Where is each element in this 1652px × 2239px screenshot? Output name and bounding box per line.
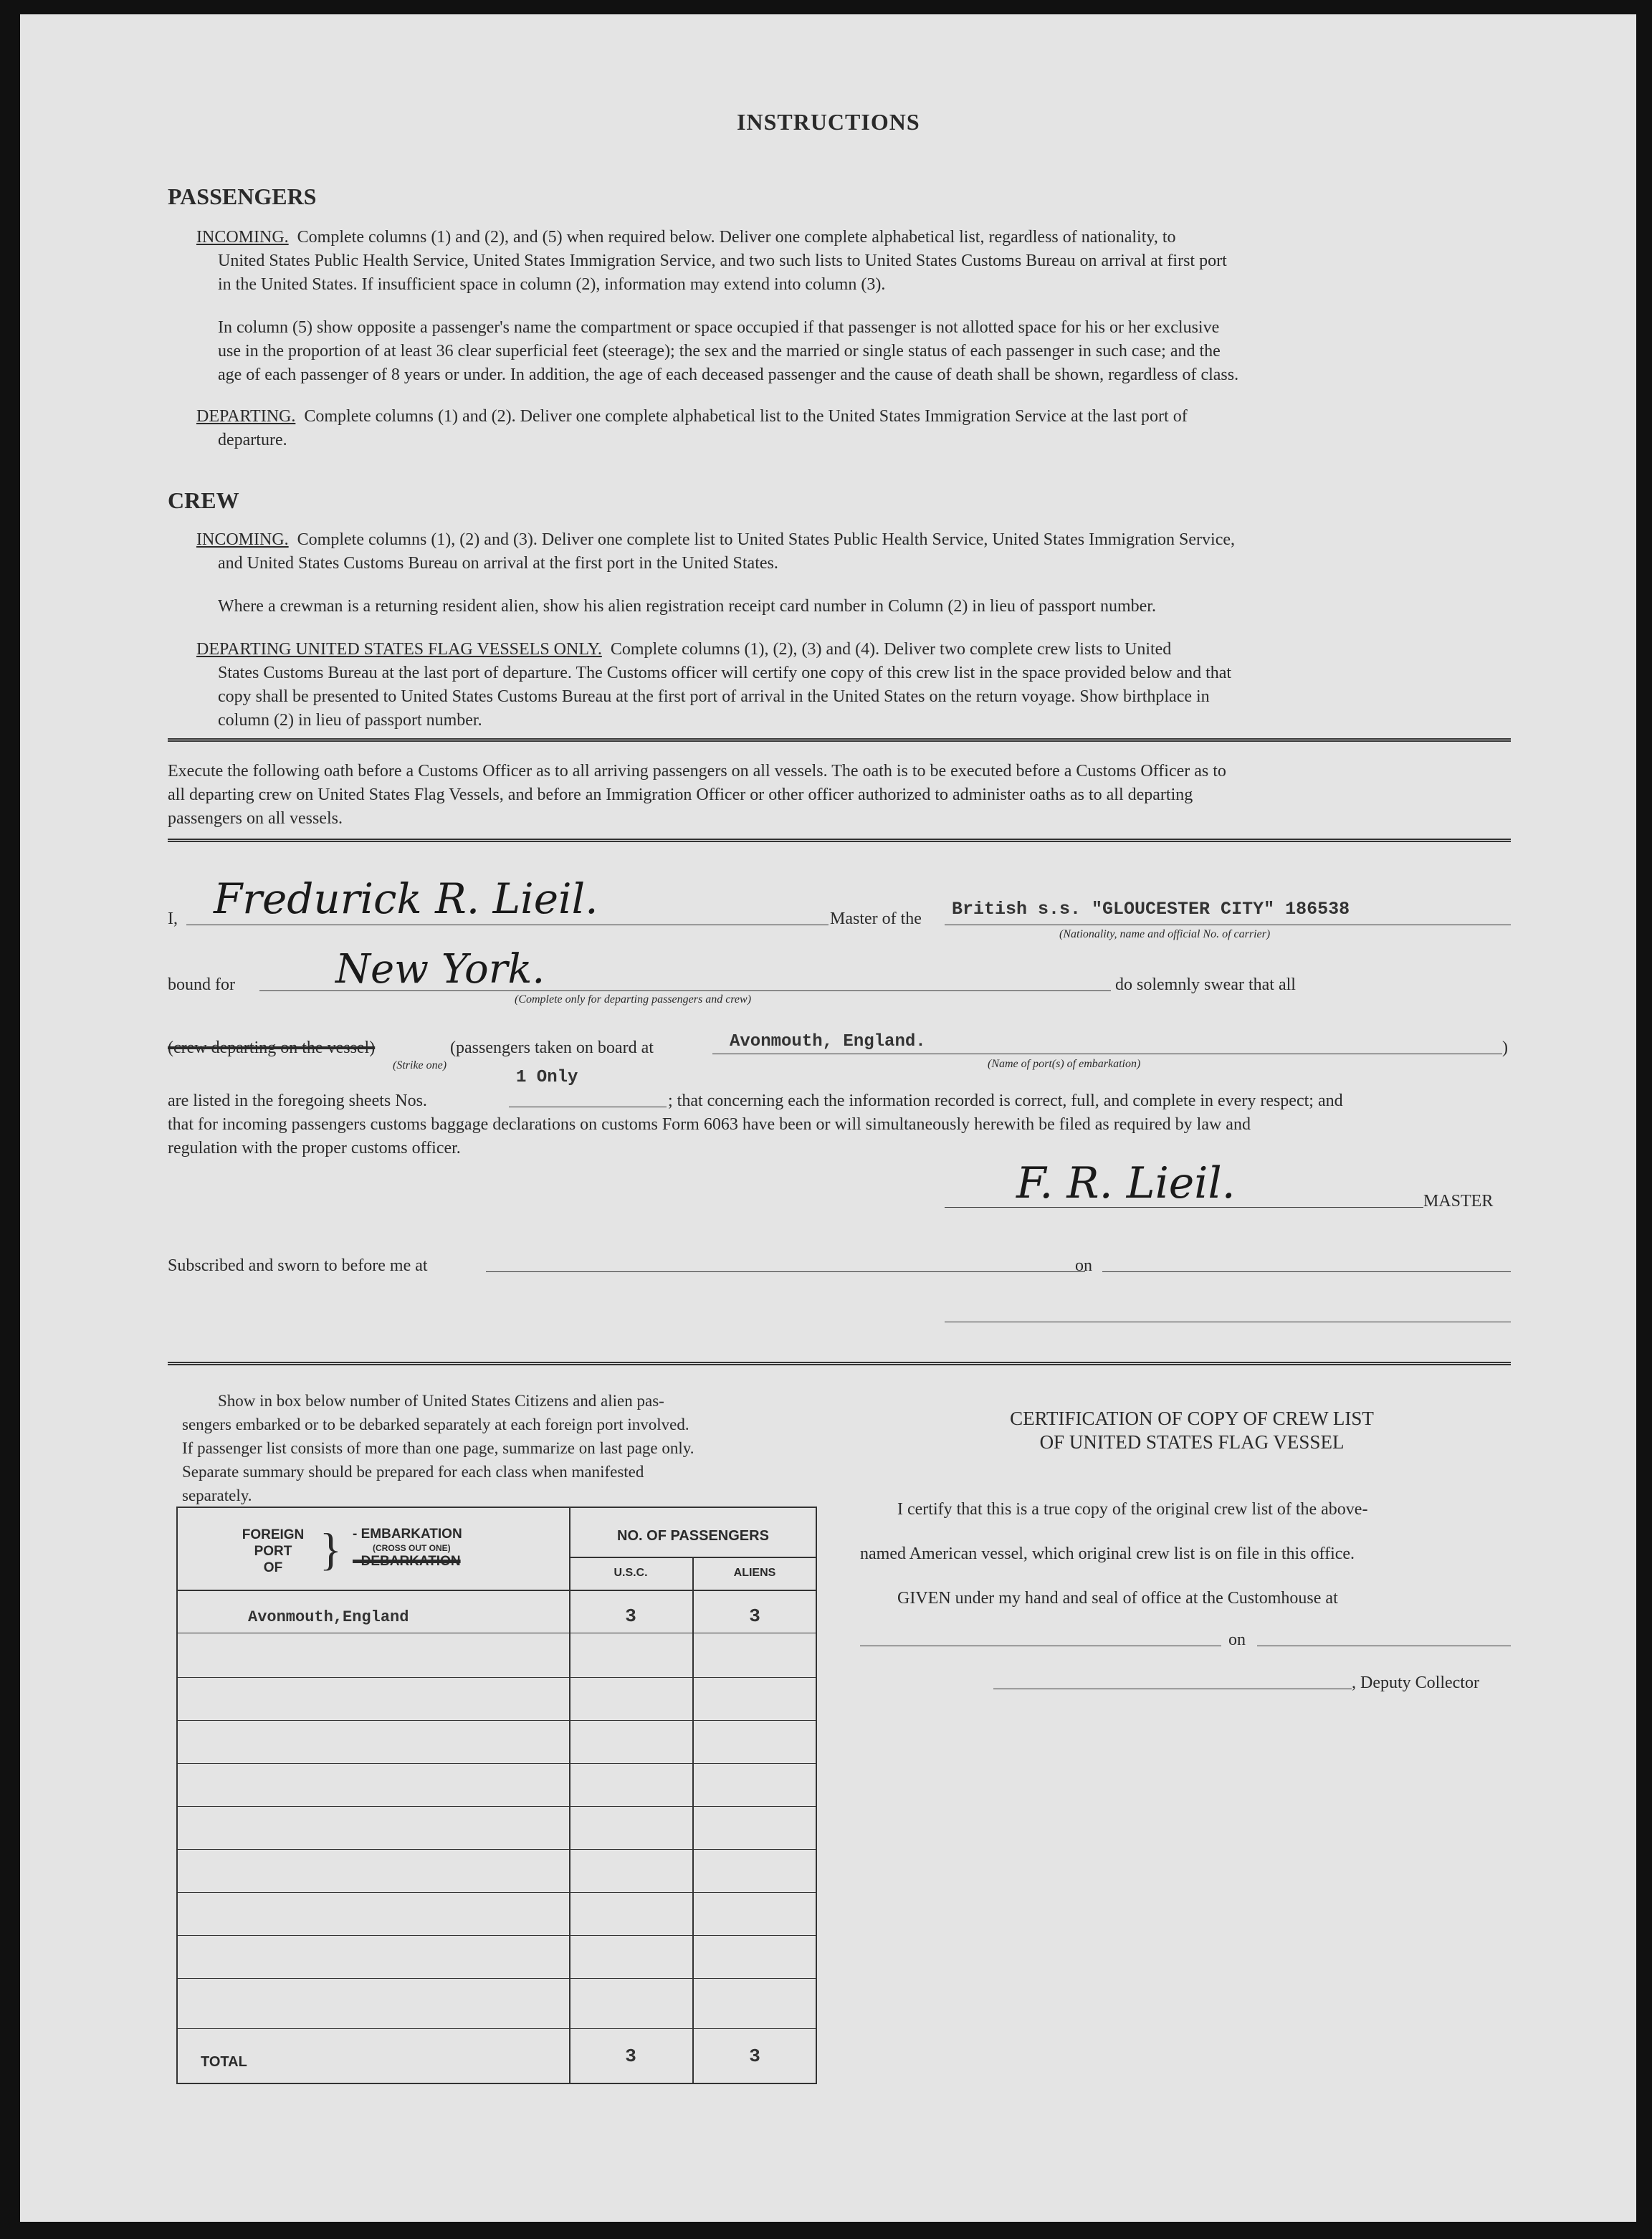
table-row-line — [176, 2028, 817, 2029]
table-aliens-header: ALIENS — [733, 1567, 776, 1579]
table-row-aliens: 3 — [749, 1605, 760, 1627]
subscribed-date-line — [1102, 1271, 1511, 1272]
crew-departing-l1: DEPARTING UNITED STATES FLAG VESSELS ONLY. Complete columns (1), (2), (3) and (4). Deliver two complete crew lists to United — [196, 640, 1172, 659]
crew-heading: CREW — [168, 487, 239, 513]
passengers-taken-text: (passengers taken on board at — [450, 1039, 654, 1057]
crew-departing-l4: column (2) in lieu of passport number. — [218, 711, 482, 730]
table-row-line — [176, 1935, 817, 1936]
table-header-bottom — [176, 1590, 817, 1591]
crew-departing-label: DEPARTING UNITED STATES FLAG VESSELS ONLY. — [196, 640, 602, 659]
bound-for-label: bound for — [168, 975, 235, 994]
crew-departing-l3: copy shall be presented to United States Customs Bureau at the first port of arrival in the United States on the return voyage. Show birthplace in — [218, 687, 1210, 706]
passengers-heading: PASSENGERS — [168, 183, 317, 209]
table-row-line — [176, 1720, 817, 1721]
sheets-prefix: are listed in the foregoing sheets Nos. — [168, 1092, 427, 1110]
destination-caption: (Complete only for departing passengers and crew) — [515, 993, 752, 1006]
strike-caption: (Strike one) — [393, 1059, 447, 1071]
table-total-label: TOTAL — [201, 2054, 247, 2070]
table-row-line — [176, 1763, 817, 1764]
page-title: INSTRUCTIONS — [737, 109, 920, 135]
sheets-suffix: ; that concerning each the information recorded is correct, full, and complete in every respect; and — [668, 1092, 1343, 1110]
passengers-departing-label: DEPARTING. — [196, 407, 296, 426]
port-typed: Avonmouth, England. — [730, 1032, 926, 1051]
passengers-incoming-l1: INCOMING. Complete columns (1) and (2), and (5) when required below. Deliver one complete alphabetical list, regardless of nationality, to — [196, 228, 1176, 247]
summary-l4: Separate summary should be prepared for each class when manifested — [182, 1463, 644, 1481]
certification-l2: named American vessel, which original crew list is on file in this office. — [860, 1545, 1355, 1563]
close-paren: ) — [1502, 1039, 1508, 1057]
table-total-aliens: 3 — [749, 2045, 760, 2067]
passengers-col5-l3: age of each passenger of 8 years or under. In addition, the age of each deceased passenger and the cause of death shall be shown, regardless of class. — [218, 366, 1239, 384]
vessel-caption: (Nationality, name and official No. of carrier) — [1059, 928, 1271, 940]
passenger-summary-table — [176, 1507, 817, 2084]
certification-l3: GIVEN under my hand and seal of office at the Customhouse at — [897, 1589, 1338, 1608]
oath-intro-l2: all departing crew on United States Flag Vessels, and before an Immigration Officer or other officer authorized to administer oaths as to all departing — [168, 786, 1193, 804]
table-no-passengers-header: NO. OF PASSENGERS — [617, 1528, 769, 1544]
subscribed-on-label: on — [1075, 1256, 1092, 1275]
subscribed-label: Subscribed and sworn to before me at — [168, 1256, 428, 1275]
section-divider — [168, 1362, 1511, 1365]
table-row-line — [176, 1849, 817, 1850]
passengers-incoming-l2: United States Public Health Service, United States Immigration Service, and two such lists to United States Customs Bureau on arrival at first port — [218, 252, 1227, 270]
crew-incoming-l2: and United States Customs Bureau on arrival at the first port in the United States. — [218, 554, 778, 573]
master-label: MASTER — [1423, 1192, 1494, 1211]
crew-incoming-l1: INCOMING. Complete columns (1), (2) and (3). Deliver one complete list to United States Public Health Service, United States Immigration Service, — [196, 530, 1236, 549]
table-col-divider — [692, 1557, 694, 2084]
sheets-value: 1 Only — [516, 1068, 578, 1087]
table-row-line — [176, 1806, 817, 1807]
summary-l5: separately. — [182, 1486, 252, 1504]
table-total-usc: 3 — [625, 2045, 636, 2067]
table-cross-out-label: (CROSS OUT ONE) — [373, 1543, 451, 1553]
subscribed-line — [486, 1271, 1085, 1272]
passengers-departing-l2: departure. — [218, 431, 287, 449]
table-row-line — [176, 1978, 817, 1979]
destination-handwritten: New York. — [335, 946, 545, 993]
passengers-incoming-label: INCOMING. — [196, 228, 289, 247]
table-row-line — [176, 1677, 817, 1678]
regulation-line: regulation with the proper customs officer. — [168, 1139, 461, 1157]
customs-line: that for incoming passengers customs baggage declarations on customs Form 6063 have been or will simultaneously herewith be filed as required by law and — [168, 1115, 1251, 1134]
section-divider — [168, 839, 1511, 842]
table-col-divider — [569, 1507, 570, 2084]
table-header-divider — [569, 1557, 817, 1558]
crew-departing-l2: States Customs Bureau at the last port of departure. The Customs officer will certify one copy of this crew list in the space provided below and that — [218, 664, 1232, 682]
passengers-col5-l1: In column (5) show opposite a passenger's name the compartment or space occupied if that passenger is not allotted space for his or her exclusive — [218, 318, 1220, 337]
table-foreign-port-of: FOREIGN PORT OF — [242, 1527, 305, 1575]
table-row-line — [176, 1892, 817, 1893]
deputy-collector-label: , Deputy Collector — [1352, 1674, 1479, 1692]
summary-l2: sengers embarked or to be debarked separately at each foreign port involved. — [182, 1416, 689, 1433]
passengers-incoming-l3: in the United States. If insufficient space in column (2), information may extend into column (3). — [218, 275, 886, 294]
crew-resident-l1: Where a crewman is a returning resident alien, show his alien registration receipt card number in Column (2) in lieu of passport number. — [218, 597, 1156, 616]
oath-intro-l3: passengers on all vessels. — [168, 809, 343, 828]
master-name-handwritten: Fredurick R. Lieil. — [214, 874, 598, 923]
certification-title-2: OF UNITED STATES FLAG VESSEL — [1039, 1431, 1345, 1453]
port-caption: (Name of port(s) of embarkation) — [988, 1058, 1141, 1070]
table-row-port: Avonmouth,England — [248, 1608, 409, 1626]
table-embarkation-label: - EMBARKATION — [353, 1527, 462, 1542]
crew-struck-text: (crew departing on the vessel) — [168, 1039, 376, 1057]
passengers-col5-l2: use in the proportion of at least 36 clear superficial feet (steerage); the sex and the married or single status of each passenger in such case; and the — [218, 342, 1221, 361]
summary-l1: Show in box below number of United States Citizens and alien pas- — [218, 1392, 664, 1410]
crew-incoming-label: INCOMING. — [196, 530, 289, 549]
vessel-typed: British s.s. "GLOUCESTER CITY" 186538 — [952, 899, 1350, 920]
summary-l3: If passenger list consists of more than one page, summarize on last page only. — [182, 1439, 694, 1457]
oath-intro-l1: Execute the following oath before a Customs Officer as to all arriving passengers on all vessels. The oath is to be executed before a Customs Officer as to — [168, 762, 1226, 780]
table-usc-header: U.S.C. — [613, 1567, 648, 1579]
swear-text: do solemnly swear that all — [1115, 975, 1296, 994]
master-signature: F. R. Lieil. — [1016, 1158, 1236, 1208]
passengers-departing-l1: DEPARTING. Complete columns (1) and (2). Deliver one complete alphabetical list to the United States Immigration Service at the last port of — [196, 407, 1188, 426]
table-row-usc: 3 — [625, 1605, 636, 1627]
document-page — [20, 14, 1636, 2222]
certification-title-1: CERTIFICATION OF COPY OF CREW LIST — [1010, 1408, 1374, 1429]
oath-i: I, — [168, 910, 178, 928]
certification-on-label: on — [1228, 1631, 1246, 1649]
section-divider — [168, 738, 1511, 742]
table-brace: } — [320, 1524, 342, 1575]
certification-l1: I certify that this is a true copy of the original crew list of the above- — [897, 1500, 1368, 1519]
table-debarkation-label: - DEBARKATION — [353, 1554, 461, 1569]
master-of-label: Master of the — [830, 910, 922, 928]
